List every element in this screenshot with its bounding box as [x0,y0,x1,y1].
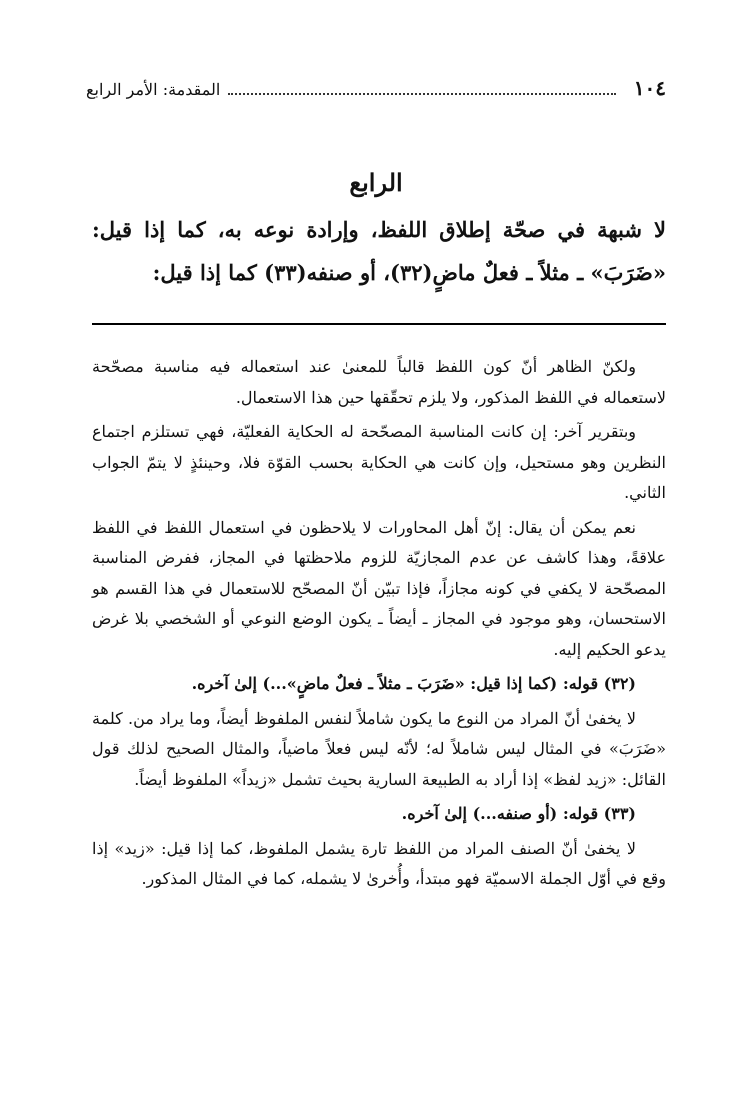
footnotes-section [92,352,666,899]
footnote-33-body: لا يخفىٰ أنّ الصنف المراد من اللفظ تارة يشمل الملفوظ، كما إذا قيل: «زيد» إذا وقع في أوّل الجملة الاسميّة فهو مبتدأ، وأُخرىٰ لا يشمله، كما في المثال المذكور. [92,838,666,888]
footnote-33-heading: (٣٣) قوله: (أو صنفه...) إلىٰ آخره. [401,804,636,823]
footnote-32-body: لا يخفىٰ أنّ المراد من النوع ما يكون شاملاً لنفس الملفوظ أيضاً، وما يراد من. كلمة «ضَرَبَ» في المثال ليس شاملاً له؛ لأنّه ليس فعلاً ماضياً، والمثال الصحيح لذلك قول القائل: «زيد لفظ» إذا أراد به الطبيعة السارية بحيث تشمل «زيداً» الملفوظ أيضاً. [92,708,666,789]
footnote-32-heading: (٣٢) قوله: (كما إذا قيل: «ضَرَبَ ـ مثلاً ـ فعلٌ ماضٍ»...) إلىٰ آخره. [191,674,636,693]
page-header [86,76,666,106]
note-paragraph: وبتقرير آخر: إن كانت المناسبة المصحّحة له الحكاية الفعليّة، فهي تستلزم اجتماع النظرين وهو مستحيل، وإن كانت هي الحكاية بحسب القوّة فلا، وحينئذٍ لا يتمّ الجواب الثاني. [92,422,666,502]
main-text-paragraph: لا شبهة في صحّة إطلاق اللفظ، وإرادة نوعه به، كما إذا قيل: «ضَرَبَ» ـ مثلاً ـ فعلٌ ماضٍ(٣٢)، أو صنفه(٣٣) كما إذا قيل: [92,217,666,285]
note-paragraph: ولكنّ الظاهر أنّ كون اللفظ قالباً للمعنىٰ عند استعماله فيه مناسبة مصحّحة لاستعماله في اللفظ المذكور، ولا يلزم تحقّقها حين هذا الاستعمال. [92,357,666,407]
note-paragraph: نعم يمكن أن يقال: إنّ أهل المحاورات لا يلاحظون في استعمال اللفظ في اللفظ علاقةً، وهذا كاشف عن عدم المجازيّة للزوم ملاحظتها في المجاز، ففرض المناسبة المصحّحة لا يكفي في كونه مجازاً، فإذا تبيّن أنّ المصحّح للاستعمال في هذا القسم هو الاستحسان، وهو موجود في المجاز ـ أيضاً ـ يكون الوضع النوعي أو الشخصي بلا غرض يدعو الحكيم إليه. [92,517,667,659]
footnote-separator [92,323,666,325]
leader-dots [228,92,615,95]
page-number: ١٠٤ [633,76,666,100]
section-title: الرابع [349,168,403,197]
running-title: المقدمة: الأمر الرابع [86,80,221,99]
